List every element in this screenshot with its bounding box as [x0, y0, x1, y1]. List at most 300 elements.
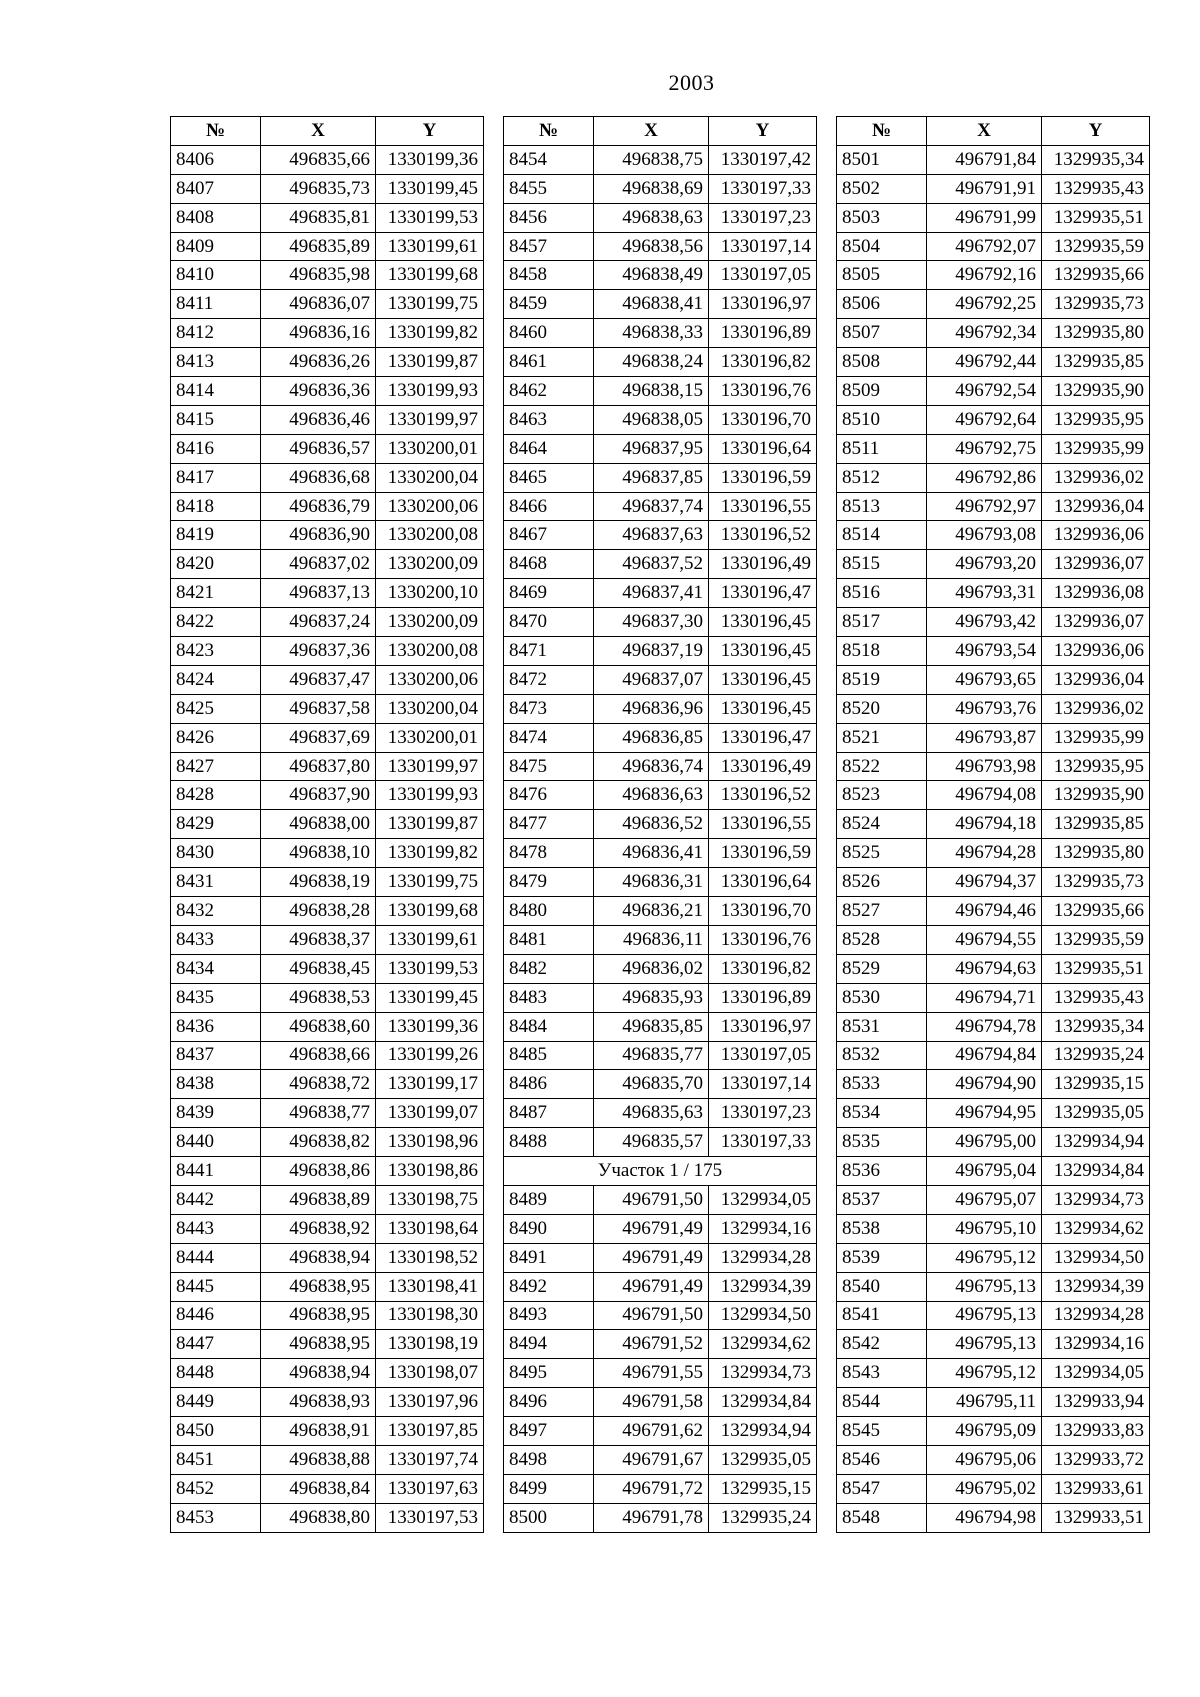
point-number-cell: 8427 — [171, 752, 261, 781]
y-coordinate-cell: 1330197,23 — [709, 1099, 817, 1128]
x-coordinate-cell: 496794,84 — [927, 1041, 1042, 1070]
y-coordinate-cell: 1329935,95 — [1042, 752, 1150, 781]
point-number-cell: 8534 — [837, 1099, 927, 1128]
table-row — [837, 665, 1150, 694]
x-coordinate-cell: 496795,00 — [927, 1128, 1042, 1157]
y-coordinate-cell: 1329936,04 — [1042, 665, 1150, 694]
y-coordinate-cell: 1330196,55 — [709, 492, 817, 521]
point-number-cell: 8486 — [504, 1070, 594, 1099]
x-coordinate-cell: 496838,56 — [594, 232, 709, 261]
table-row — [171, 810, 484, 839]
table-row — [171, 1388, 484, 1417]
table-row — [837, 232, 1150, 261]
point-number-cell: 8471 — [504, 637, 594, 666]
point-number-cell: 8529 — [837, 954, 927, 983]
x-coordinate-cell: 496836,31 — [594, 868, 709, 897]
point-number-cell: 8437 — [171, 1041, 261, 1070]
header-x: X — [927, 117, 1042, 146]
x-coordinate-cell: 496791,84 — [927, 145, 1042, 174]
x-coordinate-cell: 496794,55 — [927, 925, 1042, 954]
point-number-cell: 8536 — [837, 1157, 927, 1186]
y-coordinate-cell: 1329935,15 — [1042, 1070, 1150, 1099]
x-coordinate-cell: 496837,90 — [261, 781, 376, 810]
x-coordinate-cell: 496792,16 — [927, 261, 1042, 290]
x-coordinate-cell: 496835,73 — [261, 174, 376, 203]
table-row — [837, 1272, 1150, 1301]
point-number-cell: 8456 — [504, 203, 594, 232]
y-coordinate-cell: 1330198,07 — [376, 1359, 484, 1388]
y-coordinate-cell: 1329935,34 — [1042, 1012, 1150, 1041]
point-number-cell: 8450 — [171, 1417, 261, 1446]
x-coordinate-cell: 496836,07 — [261, 290, 376, 319]
x-coordinate-cell: 496837,41 — [594, 579, 709, 608]
y-coordinate-cell: 1329935,66 — [1042, 261, 1150, 290]
y-coordinate-cell: 1330196,76 — [709, 377, 817, 406]
y-coordinate-cell: 1330197,42 — [709, 145, 817, 174]
y-coordinate-cell: 1329936,06 — [1042, 637, 1150, 666]
y-coordinate-cell: 1330196,76 — [709, 925, 817, 954]
x-coordinate-cell: 496791,67 — [594, 1445, 709, 1474]
x-coordinate-cell: 496795,12 — [927, 1243, 1042, 1272]
table-row — [171, 261, 484, 290]
y-coordinate-cell: 1330199,26 — [376, 1041, 484, 1070]
table-row — [171, 145, 484, 174]
table-row — [504, 492, 817, 521]
point-number-cell: 8511 — [837, 434, 927, 463]
table-row — [837, 1330, 1150, 1359]
y-coordinate-cell: 1329934,73 — [1042, 1185, 1150, 1214]
y-coordinate-cell: 1329935,43 — [1042, 983, 1150, 1012]
point-number-cell: 8532 — [837, 1041, 927, 1070]
y-coordinate-cell: 1330198,64 — [376, 1214, 484, 1243]
x-coordinate-cell: 496838,92 — [261, 1214, 376, 1243]
point-number-cell: 8484 — [504, 1012, 594, 1041]
y-coordinate-cell: 1329935,24 — [1042, 1041, 1150, 1070]
table-row — [837, 637, 1150, 666]
x-coordinate-cell: 496795,13 — [927, 1301, 1042, 1330]
table-row — [171, 1417, 484, 1446]
header-y: Y — [376, 117, 484, 146]
y-coordinate-cell: 1329935,05 — [709, 1445, 817, 1474]
y-coordinate-cell: 1330199,36 — [376, 145, 484, 174]
y-coordinate-cell: 1329934,62 — [709, 1330, 817, 1359]
point-number-cell: 8514 — [837, 521, 927, 550]
x-coordinate-cell: 496791,49 — [594, 1214, 709, 1243]
table-row — [837, 463, 1150, 492]
y-coordinate-cell: 1330197,05 — [709, 261, 817, 290]
x-coordinate-cell: 496835,63 — [594, 1099, 709, 1128]
x-coordinate-cell: 496838,80 — [261, 1503, 376, 1532]
x-coordinate-cell: 496792,75 — [927, 434, 1042, 463]
y-coordinate-cell: 1330200,09 — [376, 608, 484, 637]
y-coordinate-cell: 1329934,50 — [1042, 1243, 1150, 1272]
point-number-cell: 8454 — [504, 145, 594, 174]
table-row — [504, 839, 817, 868]
point-number-cell: 8503 — [837, 203, 927, 232]
point-number-cell: 8522 — [837, 752, 927, 781]
table-row — [504, 521, 817, 550]
point-number-cell: 8455 — [504, 174, 594, 203]
point-number-cell: 8422 — [171, 608, 261, 637]
x-coordinate-cell: 496791,91 — [927, 174, 1042, 203]
table-row — [171, 405, 484, 434]
table-row — [171, 1445, 484, 1474]
y-coordinate-cell: 1330199,68 — [376, 261, 484, 290]
x-coordinate-cell: 496793,54 — [927, 637, 1042, 666]
point-number-cell: 8518 — [837, 637, 927, 666]
point-number-cell: 8481 — [504, 925, 594, 954]
x-coordinate-cell: 496792,54 — [927, 377, 1042, 406]
point-number-cell: 8491 — [504, 1243, 594, 1272]
point-number-cell: 8504 — [837, 232, 927, 261]
table-row — [837, 405, 1150, 434]
y-coordinate-cell: 1330199,82 — [376, 839, 484, 868]
x-coordinate-cell: 496835,89 — [261, 232, 376, 261]
x-coordinate-cell: 496838,94 — [261, 1359, 376, 1388]
point-number-cell: 8490 — [504, 1214, 594, 1243]
point-number-cell: 8547 — [837, 1474, 927, 1503]
y-coordinate-cell: 1329934,84 — [709, 1388, 817, 1417]
y-coordinate-cell: 1330197,74 — [376, 1445, 484, 1474]
point-number-cell: 8545 — [837, 1417, 927, 1446]
x-coordinate-cell: 496793,20 — [927, 550, 1042, 579]
y-coordinate-cell: 1330199,17 — [376, 1070, 484, 1099]
point-number-cell: 8513 — [837, 492, 927, 521]
y-coordinate-cell: 1329934,16 — [1042, 1330, 1150, 1359]
table-row — [504, 1012, 817, 1041]
y-coordinate-cell: 1330198,96 — [376, 1128, 484, 1157]
x-coordinate-cell: 496793,42 — [927, 608, 1042, 637]
table-row — [171, 1128, 484, 1157]
point-number-cell: 8466 — [504, 492, 594, 521]
table-row — [504, 203, 817, 232]
point-number-cell: 8478 — [504, 839, 594, 868]
table-row — [837, 174, 1150, 203]
table-row — [504, 810, 817, 839]
y-coordinate-cell: 1329933,51 — [1042, 1503, 1150, 1532]
point-number-cell: 8465 — [504, 463, 594, 492]
point-number-cell: 8509 — [837, 377, 927, 406]
point-number-cell: 8443 — [171, 1214, 261, 1243]
y-coordinate-cell: 1330196,97 — [709, 290, 817, 319]
point-number-cell: 8412 — [171, 319, 261, 348]
x-coordinate-cell: 496791,50 — [594, 1301, 709, 1330]
y-coordinate-cell: 1329936,02 — [1042, 694, 1150, 723]
y-coordinate-cell: 1330196,59 — [709, 839, 817, 868]
x-coordinate-cell: 496836,36 — [261, 377, 376, 406]
x-coordinate-cell: 496794,46 — [927, 897, 1042, 926]
table-row — [171, 897, 484, 926]
y-coordinate-cell: 1330200,01 — [376, 434, 484, 463]
point-number-cell: 8537 — [837, 1185, 927, 1214]
table-row — [504, 781, 817, 810]
point-number-cell: 8480 — [504, 897, 594, 926]
table-row — [171, 492, 484, 521]
table-row — [504, 1359, 817, 1388]
point-number-cell: 8548 — [837, 1503, 927, 1532]
point-number-cell: 8419 — [171, 521, 261, 550]
y-coordinate-cell: 1329935,59 — [1042, 232, 1150, 261]
y-coordinate-cell: 1329935,34 — [1042, 145, 1150, 174]
page-number: 2003 — [668, 70, 715, 95]
y-coordinate-cell: 1330198,19 — [376, 1330, 484, 1359]
table-row — [504, 145, 817, 174]
y-coordinate-cell: 1329936,02 — [1042, 463, 1150, 492]
x-coordinate-cell: 496838,37 — [261, 925, 376, 954]
table-row — [837, 1099, 1150, 1128]
table-row — [837, 434, 1150, 463]
table-row — [504, 261, 817, 290]
x-coordinate-cell: 496837,80 — [261, 752, 376, 781]
x-coordinate-cell: 496838,95 — [261, 1301, 376, 1330]
y-coordinate-cell: 1329935,59 — [1042, 925, 1150, 954]
table-row — [171, 1474, 484, 1503]
y-coordinate-cell: 1329936,07 — [1042, 550, 1150, 579]
table-row — [837, 781, 1150, 810]
x-coordinate-cell: 496836,46 — [261, 405, 376, 434]
table-row — [171, 1214, 484, 1243]
x-coordinate-cell: 496792,34 — [927, 319, 1042, 348]
point-number-cell: 8429 — [171, 810, 261, 839]
point-number-cell: 8502 — [837, 174, 927, 203]
point-number-cell: 8527 — [837, 897, 927, 926]
y-coordinate-cell: 1329935,51 — [1042, 954, 1150, 983]
point-number-cell: 8473 — [504, 694, 594, 723]
point-number-cell: 8487 — [504, 1099, 594, 1128]
header-y: Y — [1042, 117, 1150, 146]
y-coordinate-cell: 1329934,62 — [1042, 1214, 1150, 1243]
table-row — [837, 1128, 1150, 1157]
y-coordinate-cell: 1329934,84 — [1042, 1157, 1150, 1186]
y-coordinate-cell: 1330199,45 — [376, 174, 484, 203]
table-row — [837, 1070, 1150, 1099]
table-row — [171, 1330, 484, 1359]
coordinates-table-1 — [170, 116, 484, 1533]
table-row — [504, 954, 817, 983]
header-x: X — [261, 117, 376, 146]
y-coordinate-cell: 1329934,16 — [709, 1214, 817, 1243]
table-row — [504, 1185, 817, 1214]
table-row — [504, 1214, 817, 1243]
y-coordinate-cell: 1330197,53 — [376, 1503, 484, 1532]
x-coordinate-cell: 496836,11 — [594, 925, 709, 954]
table-row — [837, 1243, 1150, 1272]
y-coordinate-cell: 1330196,97 — [709, 1012, 817, 1041]
y-coordinate-cell: 1329935,99 — [1042, 434, 1150, 463]
x-coordinate-cell: 496791,52 — [594, 1330, 709, 1359]
table-row — [504, 463, 817, 492]
y-coordinate-cell: 1330196,45 — [709, 637, 817, 666]
x-coordinate-cell: 496838,86 — [261, 1157, 376, 1186]
point-number-cell: 8438 — [171, 1070, 261, 1099]
point-number-cell: 8449 — [171, 1388, 261, 1417]
table-row — [171, 723, 484, 752]
x-coordinate-cell: 496838,63 — [594, 203, 709, 232]
point-number-cell: 8498 — [504, 1445, 594, 1474]
point-number-cell: 8468 — [504, 550, 594, 579]
x-coordinate-cell: 496791,78 — [594, 1503, 709, 1532]
table-header-row — [171, 117, 484, 146]
point-number-cell: 8541 — [837, 1301, 927, 1330]
point-number-cell: 8441 — [171, 1157, 261, 1186]
point-number-cell: 8452 — [171, 1474, 261, 1503]
x-coordinate-cell: 496838,89 — [261, 1185, 376, 1214]
point-number-cell: 8457 — [504, 232, 594, 261]
table-row — [504, 637, 817, 666]
y-coordinate-cell: 1330197,05 — [709, 1041, 817, 1070]
table-row — [837, 579, 1150, 608]
point-number-cell: 8482 — [504, 954, 594, 983]
table-row — [171, 1301, 484, 1330]
point-number-cell: 8495 — [504, 1359, 594, 1388]
x-coordinate-cell: 496838,53 — [261, 983, 376, 1012]
x-coordinate-cell: 496838,93 — [261, 1388, 376, 1417]
y-coordinate-cell: 1329934,73 — [709, 1359, 817, 1388]
x-coordinate-cell: 496838,94 — [261, 1243, 376, 1272]
x-coordinate-cell: 496791,99 — [927, 203, 1042, 232]
table-row — [837, 1417, 1150, 1446]
point-number-cell: 8500 — [504, 1503, 594, 1532]
y-coordinate-cell: 1330198,86 — [376, 1157, 484, 1186]
table-row — [171, 781, 484, 810]
table-row — [837, 145, 1150, 174]
x-coordinate-cell: 496835,57 — [594, 1128, 709, 1157]
table-row — [837, 203, 1150, 232]
y-coordinate-cell: 1329934,05 — [1042, 1359, 1150, 1388]
x-coordinate-cell: 496837,30 — [594, 608, 709, 637]
point-number-cell: 8413 — [171, 348, 261, 377]
y-coordinate-cell: 1329934,94 — [1042, 1128, 1150, 1157]
y-coordinate-cell: 1330199,45 — [376, 983, 484, 1012]
table-row — [171, 983, 484, 1012]
y-coordinate-cell: 1330196,47 — [709, 579, 817, 608]
point-number-cell: 8444 — [171, 1243, 261, 1272]
table-row — [171, 1099, 484, 1128]
x-coordinate-cell: 496837,36 — [261, 637, 376, 666]
table-row — [171, 232, 484, 261]
table-row — [837, 1388, 1150, 1417]
point-number-cell: 8472 — [504, 665, 594, 694]
table-row — [837, 1359, 1150, 1388]
table-row — [504, 665, 817, 694]
table-row — [837, 1185, 1150, 1214]
point-number-cell: 8423 — [171, 637, 261, 666]
table-row — [504, 897, 817, 926]
point-number-cell: 8433 — [171, 925, 261, 954]
table-row — [837, 1157, 1150, 1186]
point-number-cell: 8467 — [504, 521, 594, 550]
y-coordinate-cell: 1330200,06 — [376, 492, 484, 521]
y-coordinate-cell: 1329935,05 — [1042, 1099, 1150, 1128]
point-number-cell: 8515 — [837, 550, 927, 579]
point-number-cell: 8496 — [504, 1388, 594, 1417]
table-row — [837, 1301, 1150, 1330]
y-coordinate-cell: 1330199,87 — [376, 348, 484, 377]
x-coordinate-cell: 496795,10 — [927, 1214, 1042, 1243]
x-coordinate-cell: 496792,86 — [927, 463, 1042, 492]
table-row — [171, 348, 484, 377]
table-row — [504, 983, 817, 1012]
point-number-cell: 8531 — [837, 1012, 927, 1041]
point-number-cell: 8448 — [171, 1359, 261, 1388]
y-coordinate-cell: 1330196,52 — [709, 521, 817, 550]
table-row — [504, 1128, 817, 1157]
x-coordinate-cell: 496836,74 — [594, 752, 709, 781]
table-row — [171, 1272, 484, 1301]
x-coordinate-cell: 496793,65 — [927, 665, 1042, 694]
y-coordinate-cell: 1330196,45 — [709, 665, 817, 694]
x-coordinate-cell: 496838,84 — [261, 1474, 376, 1503]
point-number-cell: 8544 — [837, 1388, 927, 1417]
y-coordinate-cell: 1329935,24 — [709, 1503, 817, 1532]
y-coordinate-cell: 1330200,09 — [376, 550, 484, 579]
table-row — [837, 492, 1150, 521]
point-number-cell: 8546 — [837, 1445, 927, 1474]
point-number-cell: 8460 — [504, 319, 594, 348]
x-coordinate-cell: 496837,69 — [261, 723, 376, 752]
x-coordinate-cell: 496794,63 — [927, 954, 1042, 983]
y-coordinate-cell: 1330196,70 — [709, 405, 817, 434]
x-coordinate-cell: 496838,28 — [261, 897, 376, 926]
y-coordinate-cell: 1330199,61 — [376, 925, 484, 954]
x-coordinate-cell: 496835,81 — [261, 203, 376, 232]
y-coordinate-cell: 1329934,28 — [1042, 1301, 1150, 1330]
point-number-cell: 8493 — [504, 1301, 594, 1330]
y-coordinate-cell: 1330199,53 — [376, 954, 484, 983]
x-coordinate-cell: 496837,07 — [594, 665, 709, 694]
table-row — [504, 694, 817, 723]
y-coordinate-cell: 1330199,93 — [376, 781, 484, 810]
table-row — [504, 550, 817, 579]
table-row — [504, 723, 817, 752]
x-coordinate-cell: 496838,88 — [261, 1445, 376, 1474]
table-row — [504, 1417, 817, 1446]
table-row — [171, 463, 484, 492]
x-coordinate-cell: 496792,44 — [927, 348, 1042, 377]
point-number-cell: 8506 — [837, 290, 927, 319]
table-header-row — [504, 117, 817, 146]
x-coordinate-cell: 496837,58 — [261, 694, 376, 723]
table-row — [171, 1012, 484, 1041]
x-coordinate-cell: 496835,70 — [594, 1070, 709, 1099]
table-row — [837, 348, 1150, 377]
x-coordinate-cell: 496837,47 — [261, 665, 376, 694]
point-number-cell: 8524 — [837, 810, 927, 839]
x-coordinate-cell: 496837,52 — [594, 550, 709, 579]
point-number-cell: 8521 — [837, 723, 927, 752]
table-row — [171, 377, 484, 406]
table-row — [504, 348, 817, 377]
table-row — [837, 1474, 1150, 1503]
point-number-cell: 8426 — [171, 723, 261, 752]
y-coordinate-cell: 1329935,80 — [1042, 839, 1150, 868]
x-coordinate-cell: 496837,63 — [594, 521, 709, 550]
section-label: Участок 1 / 175 — [504, 1157, 817, 1186]
x-coordinate-cell: 496795,13 — [927, 1272, 1042, 1301]
x-coordinate-cell: 496838,66 — [261, 1041, 376, 1070]
y-coordinate-cell: 1329933,94 — [1042, 1388, 1150, 1417]
y-coordinate-cell: 1329933,72 — [1042, 1445, 1150, 1474]
y-coordinate-cell: 1329935,80 — [1042, 319, 1150, 348]
x-coordinate-cell: 496838,41 — [594, 290, 709, 319]
point-number-cell: 8445 — [171, 1272, 261, 1301]
y-coordinate-cell: 1329936,06 — [1042, 521, 1150, 550]
header-number: № — [504, 117, 594, 146]
y-coordinate-cell: 1329935,85 — [1042, 348, 1150, 377]
x-coordinate-cell: 496835,85 — [594, 1012, 709, 1041]
x-coordinate-cell: 496838,10 — [261, 839, 376, 868]
x-coordinate-cell: 496837,13 — [261, 579, 376, 608]
